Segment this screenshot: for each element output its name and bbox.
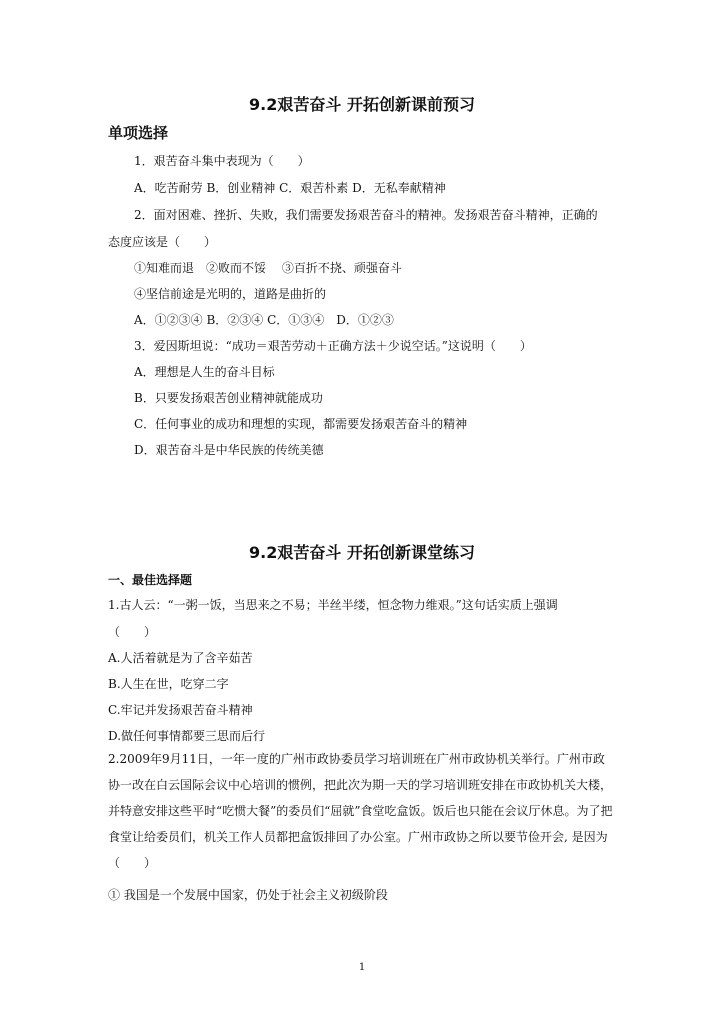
preview-question-3-option-c: C．任何事业的成功和理想的实现，都需要发扬艰苦奋斗的精神 [134,417,468,431]
practice-question-2: 2.2009年9月11日，一年一度的广州市政协委员学习培训班在广州市政协机关举行。广州市政协一改在白云国际会议中心培训的惯例，把此次为期一天的学习培训班安排在市政协机关大楼，并特意安排这些平时“吃惯大餐”的委员们“屈就”食堂吃盒饭。饭后也只能在会议厅休息。为了把食堂让给委员们，机关工作人员都把盒饭排回了办公室。广州市政协之所以要节俭开会, 是因为（ ） [108,752,613,870]
practice-question-1-option-d: D.做任何事情都要三思而后行 [108,729,266,743]
practice-question-2-item: ① 我国是一个发展中国家，仍处于社会主义初级阶段 [108,888,388,902]
practice-question-1-option-a: A.人活着就是为了含辛茹苦 [108,651,253,665]
practice-section-heading: 一、最佳选择题 [108,573,193,587]
preview-question-2-item: ①知难而退 ②败而不馁 ③百折不挠、顽强奋斗 [134,261,402,275]
practice-question-1-option-b: B.人生在世，吃穿二字 [108,677,229,691]
practice-question-1-cont: （ ） [108,625,157,639]
preview-title: 9.2艰苦奋斗 开拓创新课前预习 [249,95,475,114]
preview-question-2-options: A．①②③④ B．②③④ C．①③④ D．①②③ [134,313,394,327]
preview-question-2-item: ④坚信前途是光明的，道路是曲折的 [134,287,327,301]
practice-title: 9.2艰苦奋斗 开拓创新课堂练习 [249,543,475,562]
practice-question-1: 1.古人云：“一粥一饭，当思来之不易；半丝半缕，恒念物力维艰。”这句话实质上强调 [108,598,558,612]
preview-question-2-cont: 态度应该是（ ） [108,235,217,249]
preview-question-1: 1．艰苦奋斗集中表现为（ ） [134,154,310,168]
preview-question-3-option-b: B．只要发扬艰苦创业精神就能成功 [134,391,323,405]
page-number: 1 [358,962,366,973]
preview-section-heading: 单项选择 [108,124,169,142]
preview-question-2: 2．面对困难、挫折、失败，我们需要发扬艰苦奋斗的精神。发扬艰苦奋斗精神，正确的 [134,208,598,222]
preview-question-3: 3．爱因斯坦说：“成功＝艰苦劳动＋正确方法＋少说空话。”这说明（ ） [134,339,532,353]
preview-question-3-option-a: A．理想是人生的奋斗目标 [134,365,275,379]
preview-question-3-option-d: D．艰苦奋斗是中华民族的传统美德 [134,443,324,457]
preview-question-1-options: A．吃苦耐劳 B．创业精神 C．艰苦朴素 D．无私奉献精神 [134,181,446,195]
practice-question-1-option-c: C.牢记并发扬艰苦奋斗精神 [108,703,253,717]
